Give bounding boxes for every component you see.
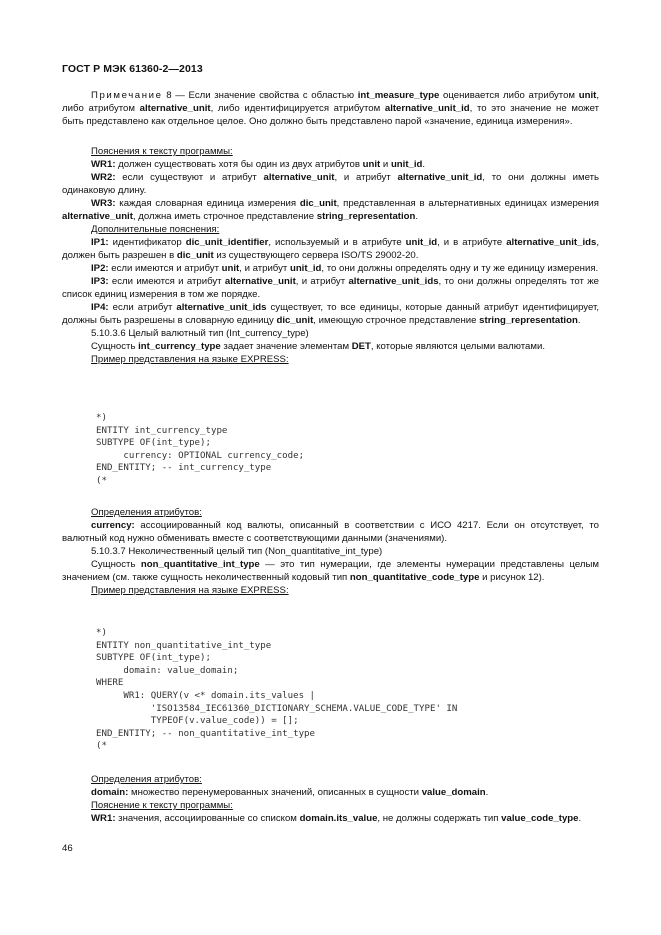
currency-defs xyxy=(62,506,599,597)
ip4-item: IP4: если атрибут alternative_unit_ids существует, то все единицы, которые данный атрибут идентифицирует, должны быть разрешены в словарную единицу dic_unit, имеющую строчное представление string_representation. xyxy=(62,302,599,326)
express-example-heading: Пример представления на языке EXPRESS: xyxy=(91,354,289,365)
int-currency-desc: Сущность int_currency_type задает значение элементам DET, которые являются целыми валютами. xyxy=(91,341,545,352)
currency-def: currency: ассоциированный код валюты, описанный в соответствии с ИСО 4217. Если он отсутствует, то валютный код нужно обменивать вместе с соответствующими данными (значениями). xyxy=(62,520,599,544)
attr-defs-heading: Определения атрибутов: xyxy=(91,507,202,518)
attr-defs-heading-2: Определения атрибутов: xyxy=(91,774,202,785)
wr3-item: WR3: каждая словарная единица измерения dic_unit, представленная в альтернативных единицах измерения alternative_unit, должна иметь строчное представление string_representation. xyxy=(62,198,599,222)
ip1-item: IP1: идентификатор dic_unit_identifier, используемый и в атрибуте unit_id, и в атрибуте alternative_unit_ids, должен быть разрешен в dic_unit из существующего сервера ISO/TS 29002-20. xyxy=(62,237,599,261)
explanation-heading: Пояснение к тексту программы: xyxy=(91,800,233,811)
express-example-heading-2: Пример представления на языке EXPRESS: xyxy=(91,585,289,596)
ip2-item: IP2: если имеются и атрибут unit, и атрибут unit_id, то они должны определять одну и ту же единицу измерения. xyxy=(91,263,599,274)
extra-heading: Дополнительные пояснения: xyxy=(91,224,220,235)
note-8 xyxy=(62,89,599,128)
section-heading: Пояснения к тексту программы: xyxy=(91,146,233,157)
section-title-5-10-3-7: 5.10.3.7 Неколичественный целый тип (Non_quantitative_int_type) xyxy=(91,546,383,557)
domain-def: domain: множество перенумерованных значений, описанных в сущности value_domain. xyxy=(91,787,489,798)
page-number: 46 xyxy=(62,843,73,854)
note-label: Примечание xyxy=(91,90,163,101)
section-title-5-10-3-6: 5.10.3.6 Целый валютный тип (Int_currency_type) xyxy=(91,328,309,339)
non-quant-desc: Сущность non_quantitative_int_type — это тип нумерации, где элементы нумерации представлены целым значением (см. также сущность неколичественный кодовый тип non_quantitative_code_type и рисунок 12). xyxy=(62,559,599,583)
ip3-item: IP3: если имеются и атрибут alternative_unit, и атрибут alternative_unit_ids, то они должны определять тот же список единиц измерения в том же порядке. xyxy=(62,276,599,300)
wr2-item: WR2: если существуют и атрибут alternative_unit, и атрибут alternative_unit_id, то они должны иметь одинаковую длину. xyxy=(62,172,599,196)
domain-defs xyxy=(62,773,599,825)
code-block-non-quant: *) ENTITY non_quantitative_int_type SUBTYPE OF(int_type); domain: value_domain; WHERE WR1: QUERY(v <* domain.its_values | 'ISO13584_IEC61360_DICTIONARY_SCHEMA.VALUE_CODE_TYPE' IN TYPEOF(v.value_code)) = []; END_ENTITY; -- non_quantitative_int_type (* xyxy=(96,628,458,752)
note-paragraph: Примечание 8 — Если значение свойства с областью int_measure_type оценивается либо атрибутом unit, либо атрибутом alternative_unit, либо идентифицируется атрибутом alternative_unit_id, то это значение не может быть представлено как отдельное целое. Оно должно быть представлено парой «значение, единица измерения». xyxy=(62,90,599,127)
document-header: ГОСТ Р МЭК 61360-2—2013 xyxy=(62,63,203,75)
code-block-int-currency: *) ENTITY int_currency_type SUBTYPE OF(int_type); currency: OPTIONAL currency_code; END_ENTITY; -- int_currency_type (* xyxy=(96,413,305,486)
program-explanations xyxy=(62,145,599,366)
wr1-item: WR1: должен существовать хотя бы один из двух атрибутов unit и unit_id. xyxy=(91,159,426,170)
wr1-domain-item: WR1: значения, ассоциированные со списком domain.its_value, не должны содержать тип value_code_type. xyxy=(91,813,582,824)
